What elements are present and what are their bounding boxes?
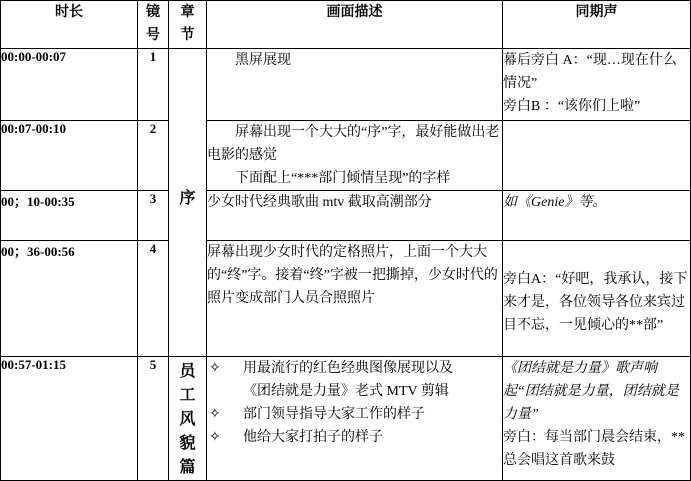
table-row: [1, 191, 691, 241]
time-cell: 00:07-00:10: [1, 121, 138, 191]
shot-number: 5: [138, 357, 169, 481]
header-sound: 同期声: [503, 1, 691, 49]
time-cell: 00；10-00:35: [1, 191, 138, 241]
sound-cell: [503, 241, 691, 357]
sound-line: 如《Genie》等。: [503, 195, 607, 210]
diamond-bullet-icon: ✧: [209, 430, 221, 445]
time-cell: 00:00-00:07: [1, 49, 138, 121]
sound-line: 旁白：每当部门晨会结束，**总会唱这首歌来鼓: [503, 430, 685, 468]
description-cell: [207, 121, 503, 191]
description-line: 少女时代经典歌曲 mtv 截取高潮部分: [207, 195, 432, 210]
diamond-bullet-icon: ✧: [209, 361, 221, 376]
sound-line: 旁白B ：“该你们上啦”: [503, 99, 641, 114]
sound-line: 旁白A：“好吧，我承认，接下来才是，各位领导各位来宾过目不忘，一见倾心的**部”: [503, 272, 688, 333]
time-cell: 00；36-00:56: [1, 241, 138, 357]
sound-cell: [503, 49, 691, 121]
shot-number: 4: [138, 241, 169, 357]
header-row: [1, 1, 691, 49]
header-shot: 镜 号: [138, 1, 169, 49]
header-chapter: 章 节: [169, 1, 207, 49]
description-cell: [207, 357, 503, 481]
sound-cell: [503, 357, 691, 481]
description-line: 屏幕出现少女时代的定格照片，上面一个大大的“终”字。接着“终”字被一把撕掉，少女时代的照片变成部门人员合照照片: [207, 245, 498, 306]
chapter-prologue: 序: [169, 49, 207, 357]
table-row: [1, 49, 691, 121]
description-cell: [207, 49, 503, 121]
sound-cell: [503, 121, 691, 191]
chapter-staff: 员 工 风 貌 篇: [169, 357, 207, 481]
description-line: 屏幕出现一个大大的“序”字，最好能做出老电影的感觉: [207, 125, 500, 163]
header-description: 画面描述: [207, 1, 503, 49]
shot-number: 2: [138, 121, 169, 191]
time-cell: 00:57-01:15: [1, 357, 138, 481]
description-cell: [207, 191, 503, 241]
description-line: 《团结就是力量》老式 MTV 剪辑: [243, 384, 449, 399]
table-row: [1, 121, 691, 191]
sound-line: 幕后旁白 A：“现…现在什么情况”: [503, 53, 677, 91]
list-item: ✧ 用最流行的红色经典图像展现以及: [207, 357, 502, 380]
table-row: [1, 357, 691, 481]
shot-number: 1: [138, 49, 169, 121]
list-item: ✧ 部门领导指导大家工作的样子: [207, 403, 502, 426]
diamond-bullet-icon: ✧: [209, 407, 221, 422]
table-row: [1, 241, 691, 357]
description-cell: [207, 241, 503, 357]
header-time: 时长: [1, 1, 138, 49]
description-line: 黑屏展现: [235, 53, 291, 68]
list-item: ✧ 他给大家打拍子的样子: [207, 426, 502, 449]
sound-cell: [503, 191, 691, 241]
shot-number: 3: [138, 191, 169, 241]
sound-line: 《团结就是力量》歌声响起“团结就是力量，团结就是力量”: [503, 361, 679, 422]
description-line: 下面配上“***部门倾情呈现”的字样: [235, 171, 451, 186]
